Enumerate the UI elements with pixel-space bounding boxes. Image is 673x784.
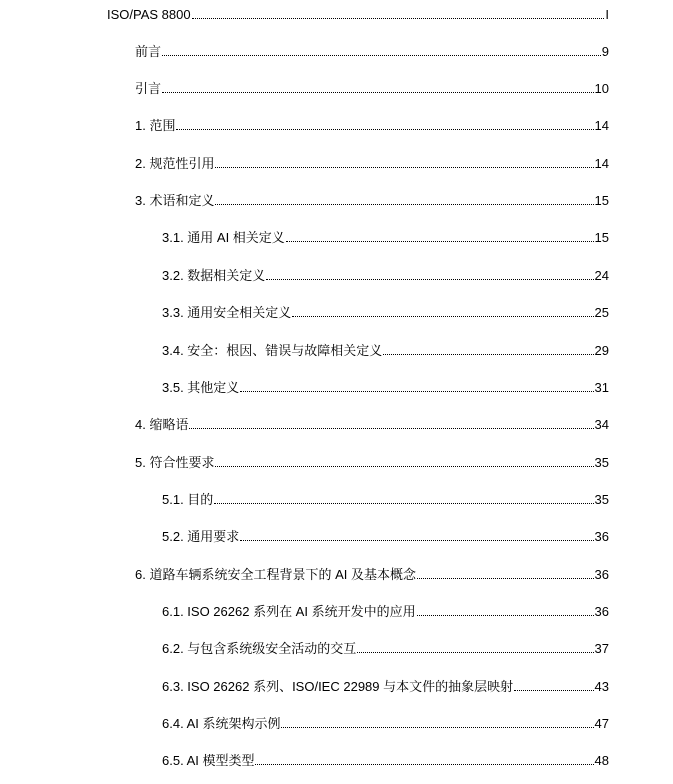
toc-entry[interactable] [162,528,609,546]
toc-entry-label: 3.2. 数据相关定义 [162,268,266,283]
toc-entry-label: ISO/PAS 8800 [107,7,191,22]
toc-entry-label: 3.5. 其他定义 [162,380,240,395]
toc-entry-label: 6.4. AI 系统架构示例 [162,716,281,731]
toc-leader-dots [281,715,593,728]
toc-entry-label: 1. 范围 [135,118,176,133]
toc-entry[interactable] [135,155,609,173]
toc-entry-page: 48 [594,753,609,768]
toc-entry-page: 9 [601,44,609,59]
toc-entry-page: 14 [594,156,609,171]
toc-entry[interactable] [162,603,609,621]
toc-entry-label: 引言 [135,81,162,96]
toc-entry-label: 6.5. AI 模型类型 [162,753,255,768]
toc-entry-label: 3.3. 通用安全相关定义 [162,305,292,320]
toc-entry-label: 6. 道路车辆系统安全工程背景下的 AI 及基本概念 [135,567,416,582]
toc-entry-page: 15 [594,230,609,245]
toc-leader-dots [286,229,594,242]
toc-entry-label: 4. 缩略语 [135,417,189,432]
toc-entry[interactable] [135,566,609,584]
toc-leader-dots [176,117,593,130]
toc-entry-page: 25 [594,305,609,320]
toc-entry-page: 37 [594,641,609,656]
toc-entry-label: 3. 术语和定义 [135,193,215,208]
toc-entry[interactable] [162,678,609,696]
toc-entry-label: 3.4. 安全：根因、错误与故障相关定义 [162,343,383,358]
toc-entry-page: 24 [594,268,609,283]
toc-entry[interactable] [162,640,609,658]
toc-leader-dots [383,342,593,355]
toc-leader-dots [215,192,593,205]
toc-entry-page: 34 [594,417,609,432]
toc-entry-page: I [605,7,609,22]
toc-entry[interactable] [162,715,609,733]
toc-entry-label: 6.3. ISO 26262 系列、ISO/IEC 22989 与本文件的抽象层映射 [162,679,514,694]
toc-leader-dots [514,678,593,691]
toc-leader-dots [192,6,605,19]
toc-entry[interactable] [135,117,609,135]
toc-leader-dots [417,566,594,579]
toc-leader-dots [255,752,593,765]
toc-entry-label: 3.1. 通用 AI 相关定义 [162,230,285,245]
toc-entry[interactable] [162,304,609,322]
toc-leader-dots [215,155,593,168]
toc-entry-label: 6.2. 与包含系统级安全活动的交互 [162,641,357,656]
toc-entry[interactable] [135,416,609,434]
toc-leader-dots [357,640,593,653]
toc-entry[interactable] [135,192,609,210]
toc-entry[interactable] [135,454,609,472]
toc-entry-label: 6.1. ISO 26262 系列在 AI 系统开发中的应用 [162,604,416,619]
toc-entry-page: 35 [594,492,609,507]
toc-entry-label: 5. 符合性要求 [135,455,215,470]
toc-entry[interactable] [162,752,609,770]
toc-leader-dots [189,416,593,429]
toc-leader-dots [240,528,593,541]
toc-entry-page: 35 [594,455,609,470]
toc-entry-label: 5.2. 通用要求 [162,529,240,544]
toc-leader-dots [215,454,593,467]
toc-entry[interactable] [135,43,609,61]
toc-entry[interactable] [162,267,609,285]
toc-entry[interactable] [135,80,609,98]
toc-leader-dots [162,43,601,56]
toc-leader-dots [266,267,593,280]
toc-entry[interactable] [107,6,609,24]
toc-entry-label: 5.1. 目的 [162,492,214,507]
toc-entry-page: 36 [594,529,609,544]
toc-entry-page: 43 [594,679,609,694]
toc-entry-page: 10 [594,81,609,96]
toc-entry-page: 15 [594,193,609,208]
toc-entry-label: 前言 [135,44,162,59]
toc-entry-label: 2. 规范性引用 [135,156,215,171]
toc-leader-dots [162,80,594,93]
toc-entry[interactable] [162,342,609,360]
toc-entry[interactable] [162,491,609,509]
toc-leader-dots [292,304,593,317]
toc-leader-dots [417,603,594,616]
toc-entry-page: 31 [594,380,609,395]
toc-leader-dots [240,379,593,392]
toc-entry-page: 29 [594,343,609,358]
toc-entry-page: 36 [594,567,609,582]
toc-entry[interactable] [162,379,609,397]
toc-entry[interactable] [162,229,609,247]
toc-leader-dots [214,491,593,504]
toc-entry-page: 47 [594,716,609,731]
toc-entry-page: 14 [594,118,609,133]
toc-entry-page: 36 [594,604,609,619]
